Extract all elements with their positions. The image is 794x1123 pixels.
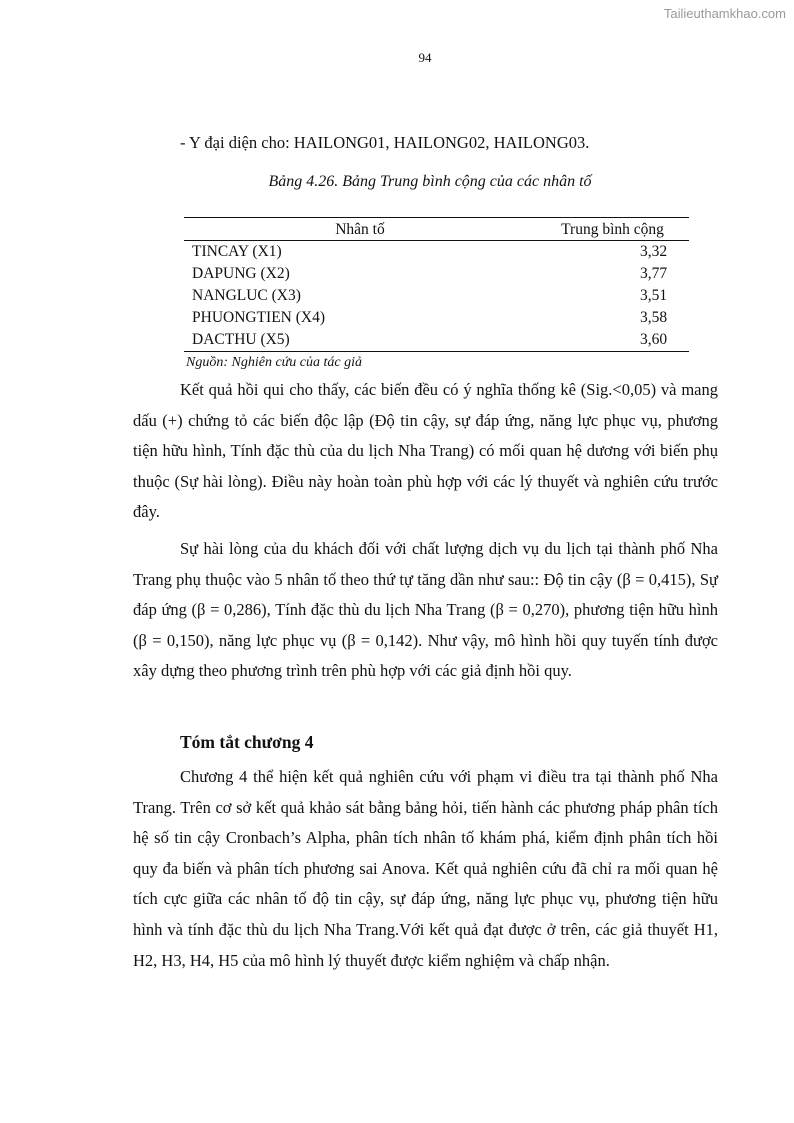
watermark-text: Tailieuthamkhao.com	[663, 6, 786, 21]
table-row	[184, 307, 689, 329]
table-source-note: Nguồn: Nghiên cứu của tác giả	[186, 355, 362, 370]
header-mean: Trung bình cộng	[536, 218, 689, 241]
factor-name: DAPUNG (X2)	[192, 265, 290, 282]
factor-mean: 3,58	[639, 309, 668, 326]
paragraph-chapter-summary	[133, 762, 718, 976]
table-caption: Bảng 4.26. Bảng Trung bình cộng của các nhân tố	[268, 173, 592, 190]
paragraph-text: Kết quả hồi qui cho thấy, các biến đều có ý nghĩa thống kê (Sig.<0,05) và mang dấu (+) chứng tỏ các biến độc lập (Độ tin cậy, sự đáp ứng, năng lực phục vụ, phương tiện hữu hình, Tính đặc thù của du lịch Nha Trang) có mối quan hệ dương với biến phụ thuộc (Sự hài lòng). Điều này hoàn toàn phù hợp với các lý thuyết và nghiên cứu trước đây.	[133, 380, 718, 522]
factor-means-table	[184, 217, 689, 352]
paragraph-satisfaction-factors	[133, 534, 718, 687]
factor-mean: 3,51	[639, 287, 668, 304]
paragraph-text: Sự hài lòng của du khách đối với chất lượng dịch vụ du lịch tại thành phố Nha Trang phụ thuộc vào 5 nhân tố theo thứ tự tăng dần như sau:: Độ tin cậy (β = 0,415), Sự đáp ứng (β = 0,286), Tính đặc thù du lịch Nha Trang (β = 0,270), phương tiện hữu hình (β = 0,150), năng lực phục vụ (β = 0,142). Như vậy, mô hình hồi quy tuyến tính được xây dựng theo phương trình trên phù hợp với các giả định hồi quy.	[133, 539, 718, 681]
factor-name: DACTHU (X5)	[184, 329, 536, 352]
section-heading: Tóm tắt chương 4	[180, 732, 314, 752]
paragraph-regression-result	[133, 375, 718, 528]
table-row	[184, 285, 689, 307]
table-header-row	[184, 218, 689, 241]
table-row	[184, 241, 689, 264]
factor-name: PHUONGTIEN (X4)	[192, 309, 326, 326]
header-factor: Nhân tố	[184, 218, 536, 241]
factor-mean: 3,32	[639, 243, 668, 260]
page-number	[0, 50, 794, 66]
factor-name: NANGLUC (X3)	[192, 287, 301, 304]
page-number-label: 94	[418, 50, 432, 65]
table-row	[184, 329, 689, 352]
factor-name: TINCAY (X1)	[192, 243, 282, 260]
factor-mean: 3,60	[536, 329, 689, 352]
factor-mean: 3,77	[639, 265, 668, 282]
table-row	[184, 263, 689, 285]
paragraph-text: Chương 4 thể hiện kết quả nghiên cứu với phạm vi điều tra tại thành phố Nha Trang. Trên cơ sở kết quả khảo sát bằng bảng hỏi, tiến hành các phương pháp phân tích hệ số tin cậy Cronbach’s Alpha, phân tích nhân tố khám phá, kiểm định phân tích hồi quy đa biến và phân tích phương sai Anova. Kết quả nghiên cứu đã chỉ ra mối quan hệ tích cực giữa các nhân tố độ tin cậy, sự đáp ứng, năng lực phục vụ, phương tiện hữu hình và tính đặc thù du lịch Nha Trang.Với kết quả đạt được ở trên, các giả thuyết H1, H2, H3, H4, H5 của mô hình lý thuyết được kiểm nghiệm và chấp nhận.	[133, 767, 718, 970]
y-variable-line: - Y đại diện cho: HAILONG01, HAILONG02, HAILONG03.	[180, 133, 590, 152]
